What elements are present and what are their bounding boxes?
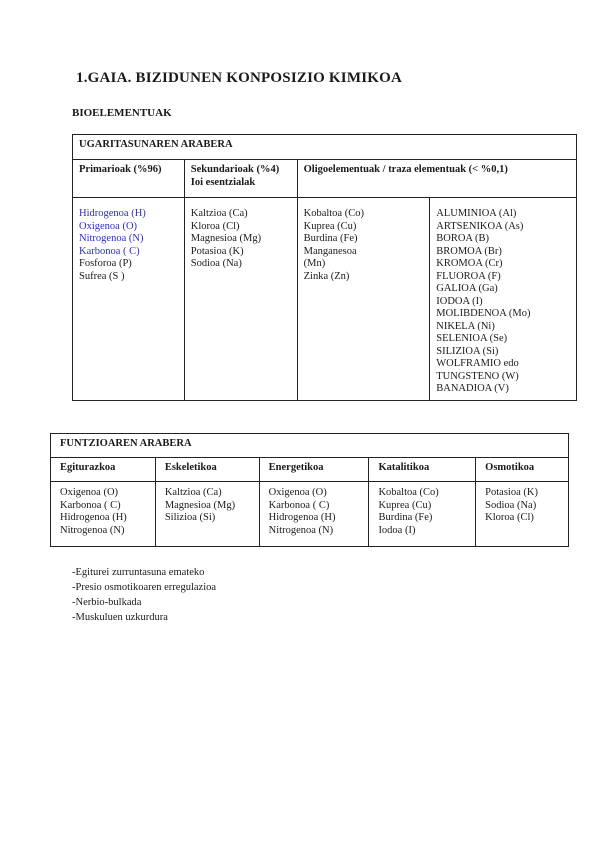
column-header-structural: Egiturazkoa xyxy=(51,458,156,482)
element-item: Hidrogenoa (H) xyxy=(79,208,146,219)
element-item: Kuprea (Cu) xyxy=(303,220,357,232)
function-table-header: FUNTZIOAREN ARABERA xyxy=(51,434,569,458)
trace-elements-cell xyxy=(430,198,577,401)
element-item: ARTSENIKOA (As) xyxy=(436,220,524,232)
element-item: Kaltzioa (Ca) xyxy=(164,487,222,498)
skeletal-elements-cell xyxy=(155,482,259,547)
note-item: -Egiturei zurruntasuna emateko xyxy=(72,567,205,578)
element-item: Oxigenoa (O) xyxy=(60,487,119,498)
element-item: ALUMINIOA (Al) xyxy=(436,208,517,219)
element-item: Karbonoa ( C) xyxy=(79,245,140,257)
element-item: Sodioa (Na) xyxy=(190,258,242,269)
abundance-table xyxy=(72,134,577,401)
element-item: Kobaltoa (Co) xyxy=(378,487,439,498)
element-item: Sodioa (Na) xyxy=(485,499,537,511)
element-item: Kloroa (Cl) xyxy=(190,220,240,232)
element-item: NIKELA (Ni) xyxy=(436,320,495,332)
column-header-catalytic: Katalitikoa xyxy=(369,458,476,482)
element-item: SILIZIOA (Si) xyxy=(436,345,499,357)
element-item: Oxigenoa (O) xyxy=(79,220,138,232)
element-item: Silizioa (Si) xyxy=(164,512,216,523)
element-item: Fosforoa (P) xyxy=(79,258,132,269)
element-item: Karbonoa ( C) xyxy=(60,499,121,511)
column-header-primary: Primarioak (%96) xyxy=(73,160,185,198)
element-item: IODOA (I) xyxy=(436,295,483,307)
element-item: Karbonoa ( C) xyxy=(268,499,330,511)
element-item: Kaltzioa (Ca) xyxy=(190,208,248,219)
note-item: -Muskuluen uzkurdura xyxy=(72,612,168,623)
element-item: Potasioa (K) xyxy=(485,487,538,498)
page-title: 1.GAIA. BIZIDUNEN KONPOSIZIO KIMIKOA xyxy=(76,70,402,86)
structural-elements-cell xyxy=(51,482,156,547)
element-item: Kuprea (Cu) xyxy=(378,499,432,511)
element-item: BOROA (B) xyxy=(436,233,490,244)
secondary-elements-cell xyxy=(184,198,297,401)
element-item: WOLFRAMIO edo xyxy=(436,358,519,369)
column-header-oligo: Oligoelementuak / traza elementuak (< %0,1) xyxy=(297,160,576,198)
element-item: (Mn) xyxy=(303,258,326,269)
element-item: Oxigenoa (O) xyxy=(268,487,327,498)
element-item: Magnesioa (Mg) xyxy=(164,499,236,511)
element-item: Potasioa (K) xyxy=(190,245,244,257)
element-item: Nitrogenoa (N) xyxy=(79,233,144,244)
column-header-skeletal: Eskeletikoa xyxy=(155,458,259,482)
energetic-elements-cell xyxy=(259,482,369,547)
element-item: Nitrogenoa (N) xyxy=(60,524,125,536)
notes-list xyxy=(72,565,216,625)
note-item: -Nerbio-bulkada xyxy=(72,597,142,608)
column-header-osmotic: Osmotikoa xyxy=(476,458,569,482)
element-item: KROMOA (Cr) xyxy=(436,258,503,269)
element-item: Manganesoa xyxy=(303,245,357,257)
element-item: SELENIOA (Se) xyxy=(436,333,508,344)
element-item: BANADIOA (V) xyxy=(436,383,509,394)
catalytic-elements-cell xyxy=(369,482,476,547)
element-item: TUNGSTENO (W) xyxy=(436,370,519,382)
element-item: Magnesioa (Mg) xyxy=(190,233,262,244)
element-item: Burdina (Fe) xyxy=(303,233,358,244)
element-item: Hidrogenoa (H) xyxy=(60,512,127,523)
osmotic-elements-cell xyxy=(476,482,569,547)
element-item: Sufrea (S ) xyxy=(79,270,125,282)
element-item: BROMOA (Br) xyxy=(436,245,502,257)
element-item: Hidrogenoa (H) xyxy=(268,512,336,523)
element-item: Burdina (Fe) xyxy=(378,512,433,523)
element-item: Iodoa (I) xyxy=(378,524,416,536)
note-item: -Presio osmotikoaren erregulazioa xyxy=(72,582,217,593)
element-item: MOLIBDENOA (Mo) xyxy=(436,308,531,319)
primary-elements-cell xyxy=(73,198,185,401)
section-title: BIOELEMENTUAK xyxy=(72,107,172,119)
column-header-secondary: Sekundarioak (%4) Ioi esentzialak xyxy=(184,160,297,198)
element-item: Nitrogenoa (N) xyxy=(268,524,334,536)
function-table xyxy=(50,433,569,547)
column-header-energetic: Energetikoa xyxy=(259,458,369,482)
oligo-elements-cell xyxy=(297,198,430,401)
element-item: Kobaltoa (Co) xyxy=(303,208,364,219)
element-item: Kloroa (Cl) xyxy=(485,512,534,523)
element-item: FLUOROA (F) xyxy=(436,270,501,282)
element-item: Zinka (Zn) xyxy=(303,270,350,282)
element-item: GALIOA (Ga) xyxy=(436,283,498,294)
abundance-table-header: UGARITASUNAREN ARABERA xyxy=(73,135,577,160)
